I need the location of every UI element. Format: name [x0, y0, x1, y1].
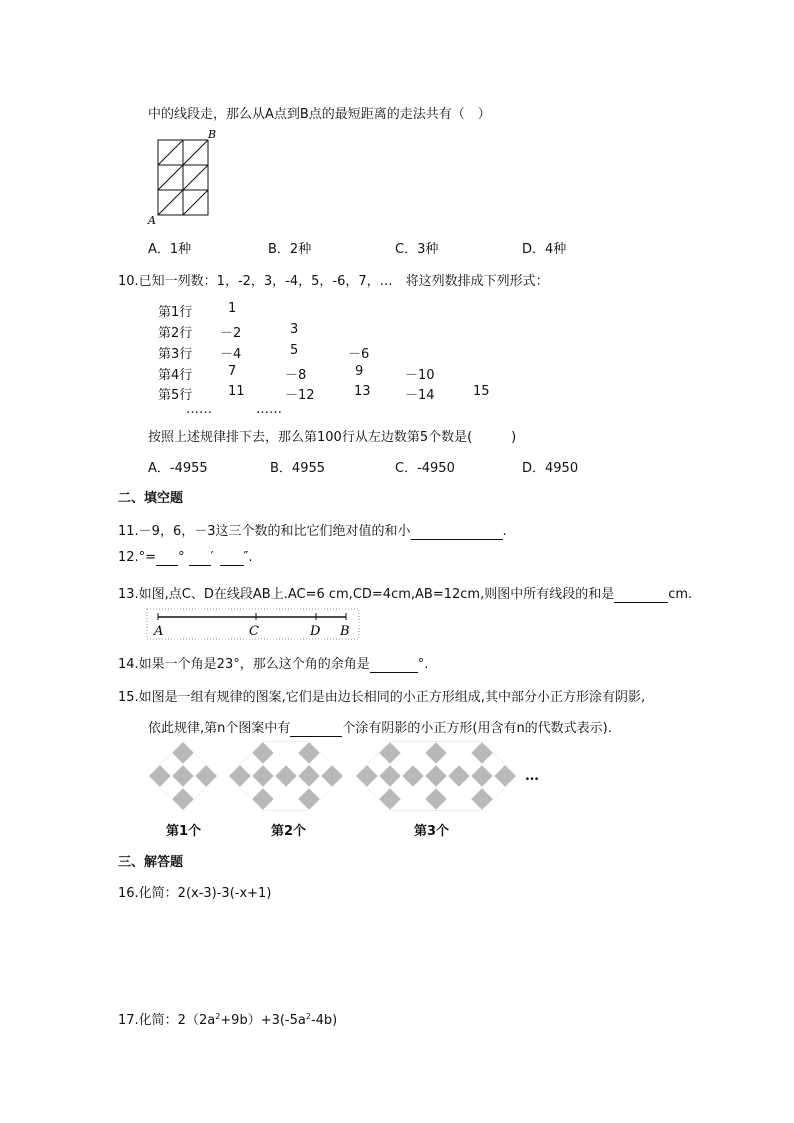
pattern-2 [229, 742, 344, 811]
q10-row-4-label: 第4行 [158, 368, 193, 383]
q10-row-5-value: 15 [473, 384, 490, 399]
q12-second-symbol: ″ [243, 550, 249, 565]
q14-line [118, 653, 428, 673]
q10-row-3-value: －4 [220, 347, 242, 362]
q12-start: 12.°= [118, 550, 157, 565]
q11-line [118, 520, 507, 540]
q12-end: . [248, 550, 253, 565]
q13-answer-blank[interactable] [614, 587, 668, 603]
q10-row-5-value: －12 [285, 388, 315, 403]
q17-part-3: -4b) [310, 1013, 338, 1028]
q12-minute-symbol: ′ [210, 550, 214, 565]
q11-text: 11.－9，6，－3这三个数的和比它们绝对值的和小 [118, 524, 411, 539]
q10-row-5-value: 13 [354, 384, 371, 399]
q10-row-4-value: 9 [355, 364, 364, 379]
q15-line-2-start: 依此规律,第n个图案中有 [148, 721, 291, 736]
q13-label-c: C [249, 624, 259, 639]
q13-unit: cm. [668, 587, 693, 602]
q12-second-blank[interactable] [220, 550, 244, 566]
q17-part-2: +9b）+3(-5a [220, 1013, 306, 1028]
q9-point-a-label: A [148, 214, 156, 227]
q15-pattern-ellipsis: … [525, 768, 539, 784]
q16-text: 16.化简：2(x-3)-3(-x+1) [118, 886, 272, 901]
q10-question: 按照上述规律排下去，那么第100行从左边数第5个数是( ) [148, 430, 517, 445]
q15-caption-3: 第3个 [414, 824, 450, 839]
q15-line-2 [148, 717, 612, 737]
q12-degree-blank[interactable] [156, 550, 178, 566]
q9-point-b-label: B [208, 128, 216, 141]
q10-row-3-value: －6 [348, 347, 370, 362]
q17-line [118, 1009, 337, 1028]
q10-option-b: B．4955 [270, 461, 326, 476]
q10-ellipsis-1: …… [186, 402, 212, 417]
q10-row-4-value: －10 [405, 368, 435, 383]
q13-line [118, 583, 692, 603]
q10-row-2-value: 3 [290, 322, 299, 337]
q15-caption-1: 第1个 [166, 824, 202, 839]
q9-option-c: C．3种 [395, 242, 439, 257]
q10-option-c: C．-4950 [395, 461, 455, 476]
q9-option-a: A．1种 [148, 242, 192, 257]
q13-label-b: B [340, 624, 350, 639]
q10-row-3-label: 第3行 [158, 347, 193, 362]
q11-end: . [502, 524, 507, 539]
q9-option-b: B．2种 [268, 242, 312, 257]
q10-row-3-value: 5 [290, 343, 299, 358]
q10-row-1-label: 第1行 [158, 305, 193, 320]
q10-row-2-label: 第2行 [158, 326, 193, 341]
q12-line [118, 550, 253, 566]
q15-pattern-figure [140, 738, 560, 814]
q17-exponent-1: 2 [215, 1012, 221, 1021]
q15-line-1: 15.如图是一组有规律的图案,它们是由边长相同的小正方形组成,其中部分小正方形涂有阴影, [118, 690, 646, 705]
q12-degree-symbol: ° [178, 550, 185, 565]
q10-option-a: A．-4955 [148, 461, 208, 476]
section-solutions-heading: 三、解答题 [118, 855, 184, 870]
q14-answer-blank[interactable] [370, 657, 418, 673]
section-fill-in-blank-heading: 二、填空题 [118, 491, 184, 506]
q10-row-1-value: 1 [228, 301, 237, 316]
q12-minute-blank[interactable] [189, 550, 211, 566]
q13-segment-figure [146, 608, 362, 642]
q10-row-5-value: －14 [405, 388, 435, 403]
q10-stem: 10.已知一列数：1，-2，3，-4，5，-6，7，… 将这列数排成下列形式： [118, 274, 549, 289]
q9-stem: 中的线段走，那么从A点到B点的最短距离的走法共有（ ） [148, 107, 491, 122]
q10-row-2-value: －2 [220, 326, 242, 341]
q10-ellipsis-2: …… [256, 402, 282, 417]
q17-part-1: 17.化简：2（2a [118, 1013, 216, 1028]
q15-caption-2: 第2个 [271, 824, 307, 839]
q15-answer-blank[interactable] [290, 721, 342, 737]
q15-line-2-end: 个涂有阴影的小正方形(用含有n的代数式表示). [342, 721, 612, 736]
q14-text: 14.如果一个角是23°，那么这个角的余角是 [118, 657, 370, 672]
q10-row-5-value: 11 [228, 384, 245, 399]
q13-label-a: A [154, 624, 164, 639]
pattern-3 [356, 742, 517, 811]
q10-row-4-value: －8 [285, 368, 307, 383]
q17-exponent-2: 2 [305, 1012, 311, 1021]
q11-answer-blank[interactable] [411, 524, 503, 540]
q9-option-d: D．4种 [522, 242, 567, 257]
q13-text: 13.如图,点C、D在线段AB上.AC=6 cm,CD=4cm,AB=12cm,则图中所有线段的和是 [118, 587, 615, 602]
pattern-1 [149, 742, 218, 811]
q10-row-5-label: 第5行 [158, 388, 193, 403]
q10-option-d: D．4950 [522, 461, 579, 476]
q14-end: °. [417, 657, 429, 672]
q10-row-4-value: 7 [228, 364, 237, 379]
q13-label-d: D [310, 624, 321, 639]
q9-grid-figure [144, 128, 216, 228]
